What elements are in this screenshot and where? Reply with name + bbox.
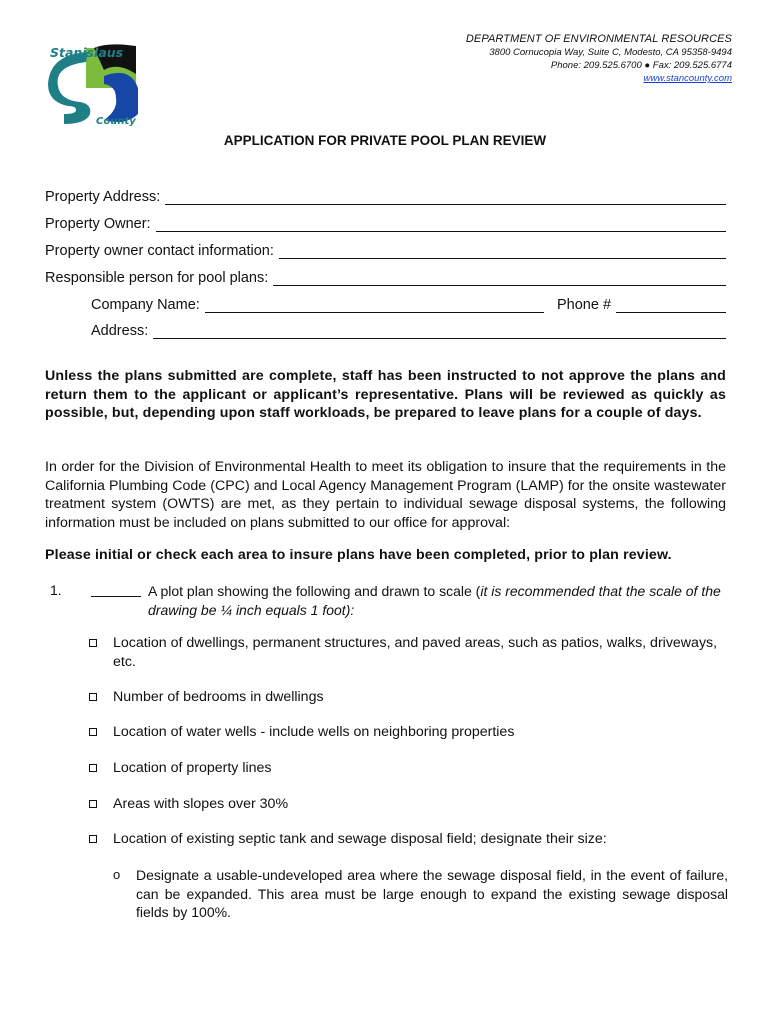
owner-contact-field [45,243,726,259]
logo-text-top: Stanislaus [50,45,124,60]
checkbox-icon[interactable] [89,835,97,845]
logo-text-bottom: County [96,116,136,126]
checkbox-icon[interactable] [89,693,97,703]
phone-field [557,297,726,313]
property-owner-line[interactable] [156,217,726,232]
department-website-link[interactable]: www.stancounty.com [643,73,732,84]
department-name: DEPARTMENT OF ENVIRONMENTAL RESOURCES [465,33,732,45]
address-label: Address: [91,323,149,339]
checklist-item: Location of property lines [113,760,272,776]
item-1-text-italic: it is recommended that the scale of the drawing be ¼ inch equals 1 foot): [148,583,721,618]
department-phone-fax: Phone: 209.525.6700 ● Fax: 209.525.6774 [550,60,732,71]
responsible-person-line[interactable] [273,271,726,286]
address-field [91,323,726,339]
department-address: 3800 Cornucopia Way, Suite C, Modesto, CA 95358-9494 [489,47,732,58]
company-name-label: Company Name: [91,297,200,313]
stanislaus-county-logo [46,40,142,126]
checklist-item: Areas with slopes over 30% [113,796,289,812]
checkbox-icon[interactable] [89,800,97,810]
item-1-number: 1. [50,582,62,598]
warning-paragraph: Unless the plans submitted are complete, staff has been instructed to not approve the plans and return them to the applicant or applicant’s representative. Plans will be reviewed as quickly as possible, but, depending upon staff workloads, be prepared to leave plans for a couple of days. [45,368,726,422]
checkbox-icon[interactable] [89,639,97,649]
checklist-item: Location of dwellings, permanent structures, and paved areas, such as patios, walks, driveways, etc. [113,635,718,670]
property-owner-field [45,216,726,232]
item-1-initial-blank[interactable] [91,596,141,597]
company-name-field [91,297,544,313]
county-logo-graphic [46,40,142,126]
sub-bullet-icon: o [113,867,121,882]
checklist-item: Location of existing septic tank and sewage disposal field; designate their size: [113,831,607,847]
instruction-paragraph: Please initial or check each area to insure plans have been completed, prior to plan review. [45,547,672,563]
company-name-line[interactable] [205,298,544,313]
checklist-item: Number of bedrooms in dwellings [113,689,324,705]
responsible-person-field [45,270,726,286]
responsible-person-label: Responsible person for pool plans: [45,270,269,286]
sub-item-text: Designate a usable-undeveloped area where the sewage disposal field, in the event of failure, can be expanded. This area must be large enough to expand the existing sewage disposal fields by 100%. [136,867,728,920]
owner-contact-label: Property owner contact information: [45,243,274,259]
checklist-item: Location of water wells - include wells on neighboring properties [113,724,515,740]
phone-line[interactable] [616,298,726,313]
department-header [466,33,732,85]
property-address-field [45,189,726,205]
property-owner-label: Property Owner: [45,216,151,232]
intro-paragraph: In order for the Division of Environmental Health to meet its obligation to insure that the requirements in the California Plumbing Code (CPC) and Local Agency Management Program (LAMP) for the onsite wastewater treatment system (OWTS) are met, as they pertain to individual sewage disposal systems, the following information must be included on plans submitted to our office for approval: [45,459,726,531]
address-line[interactable] [153,324,726,339]
property-address-line[interactable] [165,190,726,205]
item-1-text [148,582,728,619]
checkbox-icon[interactable] [89,728,97,738]
property-address-label: Property Address: [45,189,161,205]
phone-label: Phone # [557,297,612,313]
checkbox-icon[interactable] [89,764,97,774]
item-1-text-regular: A plot plan showing the following and drawn to scale ( [148,583,481,599]
owner-contact-line[interactable] [279,244,726,259]
document-title: APPLICATION FOR PRIVATE POOL PLAN REVIEW [223,133,547,148]
